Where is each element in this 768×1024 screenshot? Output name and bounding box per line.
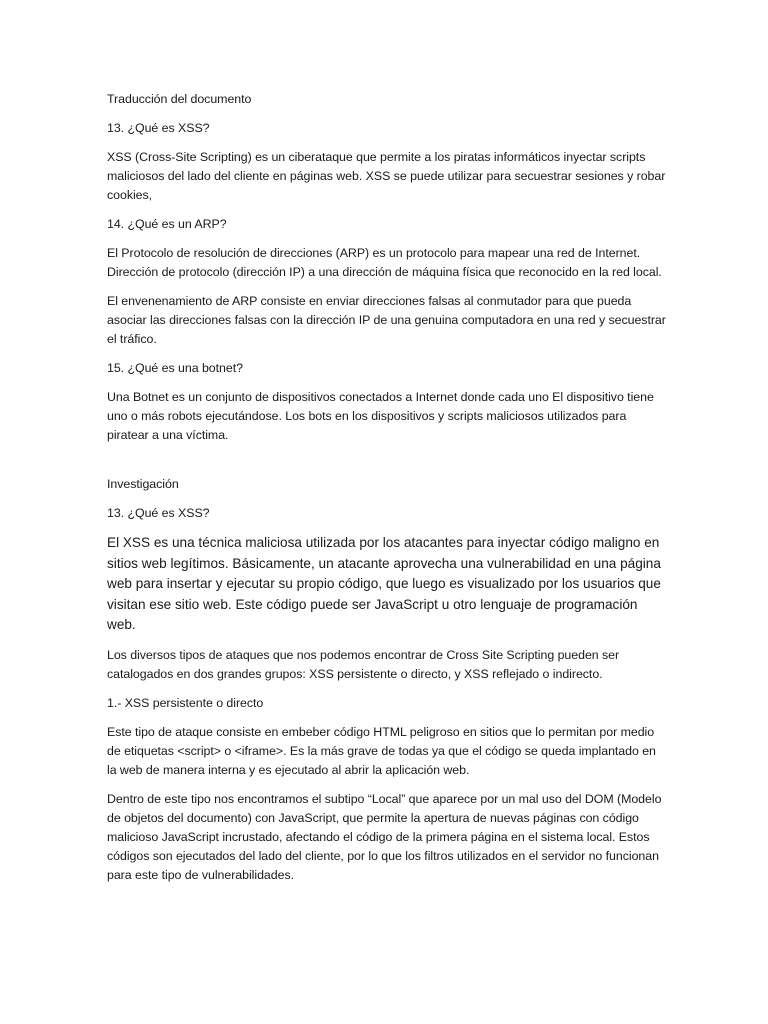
- question-13: 13. ¿Qué es XSS?: [107, 121, 210, 135]
- subsection-paragraph-1: Este tipo de ataque consiste en embeber código HTML peligroso en sitios que lo permitan por medio de etiquetas <script> o <iframe>. Es la más grave de todas ya que el código se queda implantado en la web de manera interna y es ejecutado al abrir la aplicación web.: [107, 724, 656, 777]
- subsection-title-xss-persistente: 1.- XSS persistente o directo: [107, 695, 264, 710]
- answer-13: XSS (Cross-Site Scripting) es un ciberataque que permite a los piratas informáticos inyectar scripts maliciosos del lado del cliente en páginas web. XSS se puede utilizar para secuestrar sesiones y robar cookies,: [107, 150, 666, 202]
- answer-14-paragraph-1: El Protocolo de resolución de direcciones (ARP) es un protocolo para mapear una red de Internet. Dirección de protocolo (dirección IP) a una dirección de máquina física que reconocido en la red local.: [107, 246, 662, 279]
- question-15: 15. ¿Qué es una botnet?: [107, 361, 243, 375]
- research-question-13: 13. ¿Qué es XSS?: [107, 506, 210, 520]
- research-answer-13-intro: El XSS es una técnica maliciosa utilizada por los atacantes para inyectar código maligno en sitios web legítimos. Básicamente, un atacante aprovecha una vulnerabilidad en una página web para insertar y ejecutar su propio código, que luego es visualizado por los usuarios que visitan ese sitio web. Este código puede ser JavaScript u otro lenguaje de programación web.: [107, 535, 661, 632]
- subsection-paragraph-2: Dentro de este tipo nos encontramos el subtipo “Local” que aparece por un mal uso del DOM (Modelo de objetos del documento) con JavaScript, que permite la apertura de nuevas páginas con código malicioso JavaScript incrustado, afectando el código de la primera página en el sistema local. Estos códigos son ejecutados del lado del cliente, por lo que los filtros utilizados en el servidor no funcionan para este tipo de vulnerabilidades.: [107, 791, 662, 882]
- research-answer-13-types: Los diversos tipos de ataques que nos podemos encontrar de Cross Site Scripting pueden ser catalogados en dos grandes grupos: XSS persistente o directo, y XSS reflejado o indirecto.: [107, 647, 620, 681]
- answer-15: Una Botnet es un conjunto de dispositivos conectados a Internet donde cada uno El dispositivo tiene uno o más robots ejecutándose. Los bots en los dispositivos y scripts maliciosos utilizados para piratear a una víctima.: [107, 390, 654, 442]
- document-page: [107, 90, 667, 895]
- section-title-traduccion: Traducción del documento: [107, 92, 252, 106]
- question-14: 14. ¿Qué es un ARP?: [107, 217, 227, 231]
- answer-14-paragraph-2: El envenenamiento de ARP consiste en enviar direcciones falsas al conmutador para que pueda asociar las direcciones falsas con la dirección IP de una genuina computadora en una red y secuestrar el tráfico.: [107, 294, 666, 346]
- section-title-investigacion: Investigación: [107, 477, 179, 491]
